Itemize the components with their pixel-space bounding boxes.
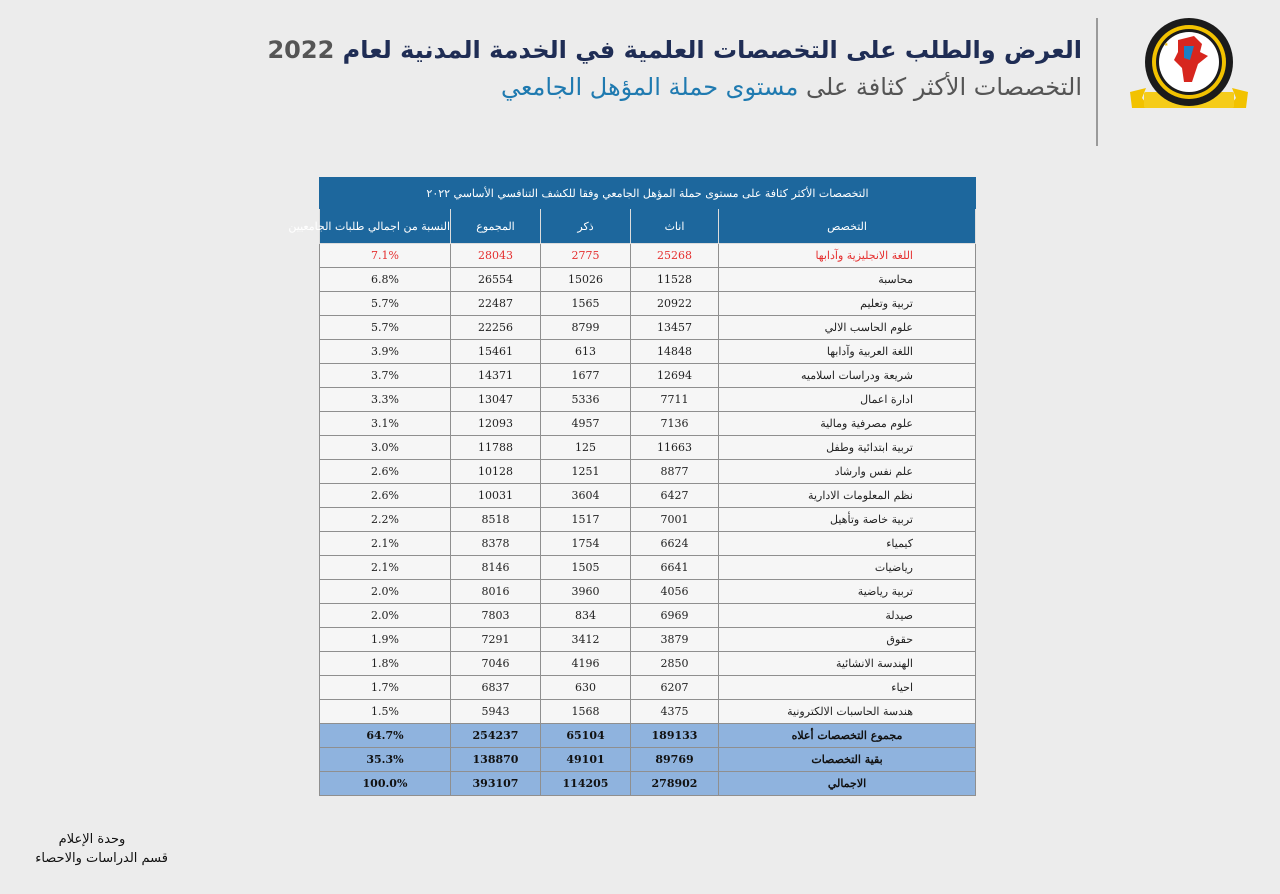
table-row-major: هندسة الحاسبات الالكترونية bbox=[719, 700, 976, 724]
footer-department: قسم الدراسات والاحصاء bbox=[35, 851, 168, 866]
table-row-major: ادارة اعمال bbox=[719, 388, 976, 412]
table-row-female: 8877 bbox=[631, 460, 719, 484]
majors-table-container bbox=[288, 177, 976, 796]
title-block bbox=[262, 32, 1082, 106]
table-row-female: 4375 bbox=[631, 700, 719, 724]
table-row-total: 7046 bbox=[451, 652, 541, 676]
table-row-major: علوم مصرفية ومالية bbox=[719, 412, 976, 436]
table-row-percent: 3.3% bbox=[319, 388, 450, 412]
table-row-female: 6969 bbox=[631, 604, 719, 628]
table-row-major: الهندسة الانشائية bbox=[719, 652, 976, 676]
totals-row-percent: 100.0% bbox=[319, 772, 450, 796]
totals-row-major: مجموع التخصصات أعلاه bbox=[719, 724, 976, 748]
column-header-percent: النسبة من اجمالي طلبات الجامعيين bbox=[319, 209, 450, 244]
table-row-total: 13047 bbox=[451, 388, 541, 412]
table-row-percent: 1.7% bbox=[319, 676, 450, 700]
table-row-percent: 5.7% bbox=[319, 292, 450, 316]
totals-row-female: 89769 bbox=[631, 748, 719, 772]
table-row-female: 6207 bbox=[631, 676, 719, 700]
table-row-percent: 2.0% bbox=[319, 580, 450, 604]
table-row-major: علم نفس وارشاد bbox=[719, 460, 976, 484]
table-row-total: 26554 bbox=[451, 268, 541, 292]
totals-row bbox=[319, 724, 975, 748]
table-row-major: تربية ابتدائية وطفل bbox=[719, 436, 976, 460]
table-row-major: حقوق bbox=[719, 628, 976, 652]
table-row-male: 3412 bbox=[541, 628, 631, 652]
page-title-year: 2022 bbox=[267, 36, 335, 64]
table-row-total: 8016 bbox=[451, 580, 541, 604]
table-row-percent: 2.0% bbox=[319, 604, 450, 628]
totals-row-major: بقية التخصصات bbox=[719, 748, 976, 772]
table-row-male: 1677 bbox=[541, 364, 631, 388]
table-row-major: تربية خاصة وتأهيل bbox=[719, 508, 976, 532]
table-row-male: 834 bbox=[541, 604, 631, 628]
table-row-male: 4957 bbox=[541, 412, 631, 436]
table-row-female: 7711 bbox=[631, 388, 719, 412]
totals-row-percent: 64.7% bbox=[319, 724, 450, 748]
table-row bbox=[319, 412, 975, 436]
table-row-total: 8146 bbox=[451, 556, 541, 580]
table-row-female: 20922 bbox=[631, 292, 719, 316]
table-row bbox=[319, 364, 975, 388]
page-subtitle-part1: التخصصات الأكثر كثافة على bbox=[806, 73, 1082, 101]
table-row-percent: 2.2% bbox=[319, 508, 450, 532]
table-row bbox=[319, 244, 975, 268]
header-divider bbox=[1096, 18, 1098, 146]
table-row-total: 15461 bbox=[451, 340, 541, 364]
table-row-total: 12093 bbox=[451, 412, 541, 436]
totals-row-total: 393107 bbox=[451, 772, 541, 796]
totals-row-total: 254237 bbox=[451, 724, 541, 748]
table-row bbox=[319, 628, 975, 652]
column-header-total: المجموع bbox=[451, 209, 541, 244]
table-row-major: علوم الحاسب الالي bbox=[719, 316, 976, 340]
table-row-major: صيدلة bbox=[719, 604, 976, 628]
table-row-major: اللغة العربية وآدابها bbox=[719, 340, 976, 364]
table-row-male: 3604 bbox=[541, 484, 631, 508]
table-row bbox=[319, 268, 975, 292]
table-row-female: 4056 bbox=[631, 580, 719, 604]
table-row-total: 22256 bbox=[451, 316, 541, 340]
table-row bbox=[319, 340, 975, 364]
table-row-female: 2850 bbox=[631, 652, 719, 676]
table-row-female: 3879 bbox=[631, 628, 719, 652]
table-row-female: 25268 bbox=[631, 244, 719, 268]
column-header-male: ذكر bbox=[541, 209, 631, 244]
table-row-percent: 7.1% bbox=[319, 244, 450, 268]
table-row-male: 1517 bbox=[541, 508, 631, 532]
table-row-female: 6427 bbox=[631, 484, 719, 508]
table-row-male: 630 bbox=[541, 676, 631, 700]
table-row-male: 1565 bbox=[541, 292, 631, 316]
page-title-text: العرض والطلب على التخصصات العلمية في الخدمة المدنية لعام bbox=[342, 36, 1082, 64]
table-row bbox=[319, 652, 975, 676]
table-row-percent: 2.1% bbox=[319, 556, 450, 580]
table-row-total: 11788 bbox=[451, 436, 541, 460]
civil-service-logo bbox=[1128, 16, 1250, 120]
table-row-male: 1251 bbox=[541, 460, 631, 484]
page-title bbox=[262, 32, 1082, 68]
table-row-percent: 3.0% bbox=[319, 436, 450, 460]
totals-row-male: 65104 bbox=[541, 724, 631, 748]
table-row-major: تربية وتعليم bbox=[719, 292, 976, 316]
table-row-total: 8518 bbox=[451, 508, 541, 532]
table-row-male: 5336 bbox=[541, 388, 631, 412]
table-row-male: 1505 bbox=[541, 556, 631, 580]
table-row-male: 1568 bbox=[541, 700, 631, 724]
majors-table bbox=[288, 177, 976, 796]
table-row-total: 28043 bbox=[451, 244, 541, 268]
table-row-female: 6624 bbox=[631, 532, 719, 556]
table-row-total: 22487 bbox=[451, 292, 541, 316]
table-row-total: 10128 bbox=[451, 460, 541, 484]
table-row bbox=[319, 676, 975, 700]
table-row-male: 2775 bbox=[541, 244, 631, 268]
totals-row-male: 49101 bbox=[541, 748, 631, 772]
table-row bbox=[319, 700, 975, 724]
table-row-percent: 3.9% bbox=[319, 340, 450, 364]
table-row-male: 613 bbox=[541, 340, 631, 364]
table-row-male: 3960 bbox=[541, 580, 631, 604]
column-header-major: التخصص bbox=[719, 209, 976, 244]
table-row-percent: 1.5% bbox=[319, 700, 450, 724]
table-row-female: 13457 bbox=[631, 316, 719, 340]
table-row-percent: 1.8% bbox=[319, 652, 450, 676]
table-row-male: 4196 bbox=[541, 652, 631, 676]
table-row-percent: 2.6% bbox=[319, 460, 450, 484]
table-row-total: 8378 bbox=[451, 532, 541, 556]
table-row-major: احياء bbox=[719, 676, 976, 700]
table-row bbox=[319, 604, 975, 628]
page-subtitle-part2: مستوى حملة المؤهل الجامعي bbox=[500, 73, 799, 101]
table-row bbox=[319, 460, 975, 484]
footer-unit: وحدة الإعلام bbox=[58, 832, 126, 847]
table-row-major: تربية رياضية bbox=[719, 580, 976, 604]
table-row-total: 14371 bbox=[451, 364, 541, 388]
totals-row-male: 114205 bbox=[541, 772, 631, 796]
table-row-total: 7291 bbox=[451, 628, 541, 652]
table-row-total: 6837 bbox=[451, 676, 541, 700]
table-row bbox=[319, 484, 975, 508]
table-row-percent: 3.7% bbox=[319, 364, 450, 388]
table-row bbox=[319, 556, 975, 580]
table-row-total: 5943 bbox=[451, 700, 541, 724]
table-row-major: كيمياء bbox=[719, 532, 976, 556]
page-subtitle bbox=[262, 68, 1082, 106]
table-row bbox=[319, 292, 975, 316]
table-row-male: 8799 bbox=[541, 316, 631, 340]
table-row-female: 11663 bbox=[631, 436, 719, 460]
table-row-percent: 2.1% bbox=[319, 532, 450, 556]
table-row-total: 10031 bbox=[451, 484, 541, 508]
table-row-percent: 6.8% bbox=[319, 268, 450, 292]
table-row bbox=[319, 436, 975, 460]
totals-row-major: الاجمالي bbox=[719, 772, 976, 796]
totals-row-percent: 35.3% bbox=[319, 748, 450, 772]
totals-row-female: 278902 bbox=[631, 772, 719, 796]
table-row-percent: 5.7% bbox=[319, 316, 450, 340]
table-row-female: 6641 bbox=[631, 556, 719, 580]
table-row bbox=[319, 580, 975, 604]
table-row-major: محاسبة bbox=[719, 268, 976, 292]
table-row-male: 15026 bbox=[541, 268, 631, 292]
table-row-major: اللغة الانجليزية وآدابها bbox=[719, 244, 976, 268]
table-row-percent: 3.1% bbox=[319, 412, 450, 436]
table-row bbox=[319, 508, 975, 532]
totals-row-female: 189133 bbox=[631, 724, 719, 748]
table-row-major: شريعة ودراسات اسلاميه bbox=[719, 364, 976, 388]
table-row-male: 125 bbox=[541, 436, 631, 460]
table-row-percent: 2.6% bbox=[319, 484, 450, 508]
table-row bbox=[319, 532, 975, 556]
svg-text:★: ★ bbox=[1164, 42, 1169, 48]
table-row-male: 1754 bbox=[541, 532, 631, 556]
totals-row bbox=[319, 748, 975, 772]
footer-note bbox=[16, 830, 168, 868]
table-row bbox=[319, 316, 975, 340]
table-row-female: 14848 bbox=[631, 340, 719, 364]
table-row-major: نظم المعلومات الادارية bbox=[719, 484, 976, 508]
table-row-percent: 1.9% bbox=[319, 628, 450, 652]
table-row-female: 11528 bbox=[631, 268, 719, 292]
totals-row bbox=[319, 772, 975, 796]
table-row-major: رياضيات bbox=[719, 556, 976, 580]
table-row-total: 7803 bbox=[451, 604, 541, 628]
table-row-female: 12694 bbox=[631, 364, 719, 388]
table-caption: التخصصات الأكثر كثافة على مستوى حملة المؤهل الجامعي وفقا للكشف التنافسي الأساسي ٢٠٢٢ bbox=[319, 178, 975, 209]
totals-row-total: 138870 bbox=[451, 748, 541, 772]
column-header-female: اناث bbox=[631, 209, 719, 244]
table-row-female: 7136 bbox=[631, 412, 719, 436]
table-row-female: 7001 bbox=[631, 508, 719, 532]
table-row bbox=[319, 388, 975, 412]
